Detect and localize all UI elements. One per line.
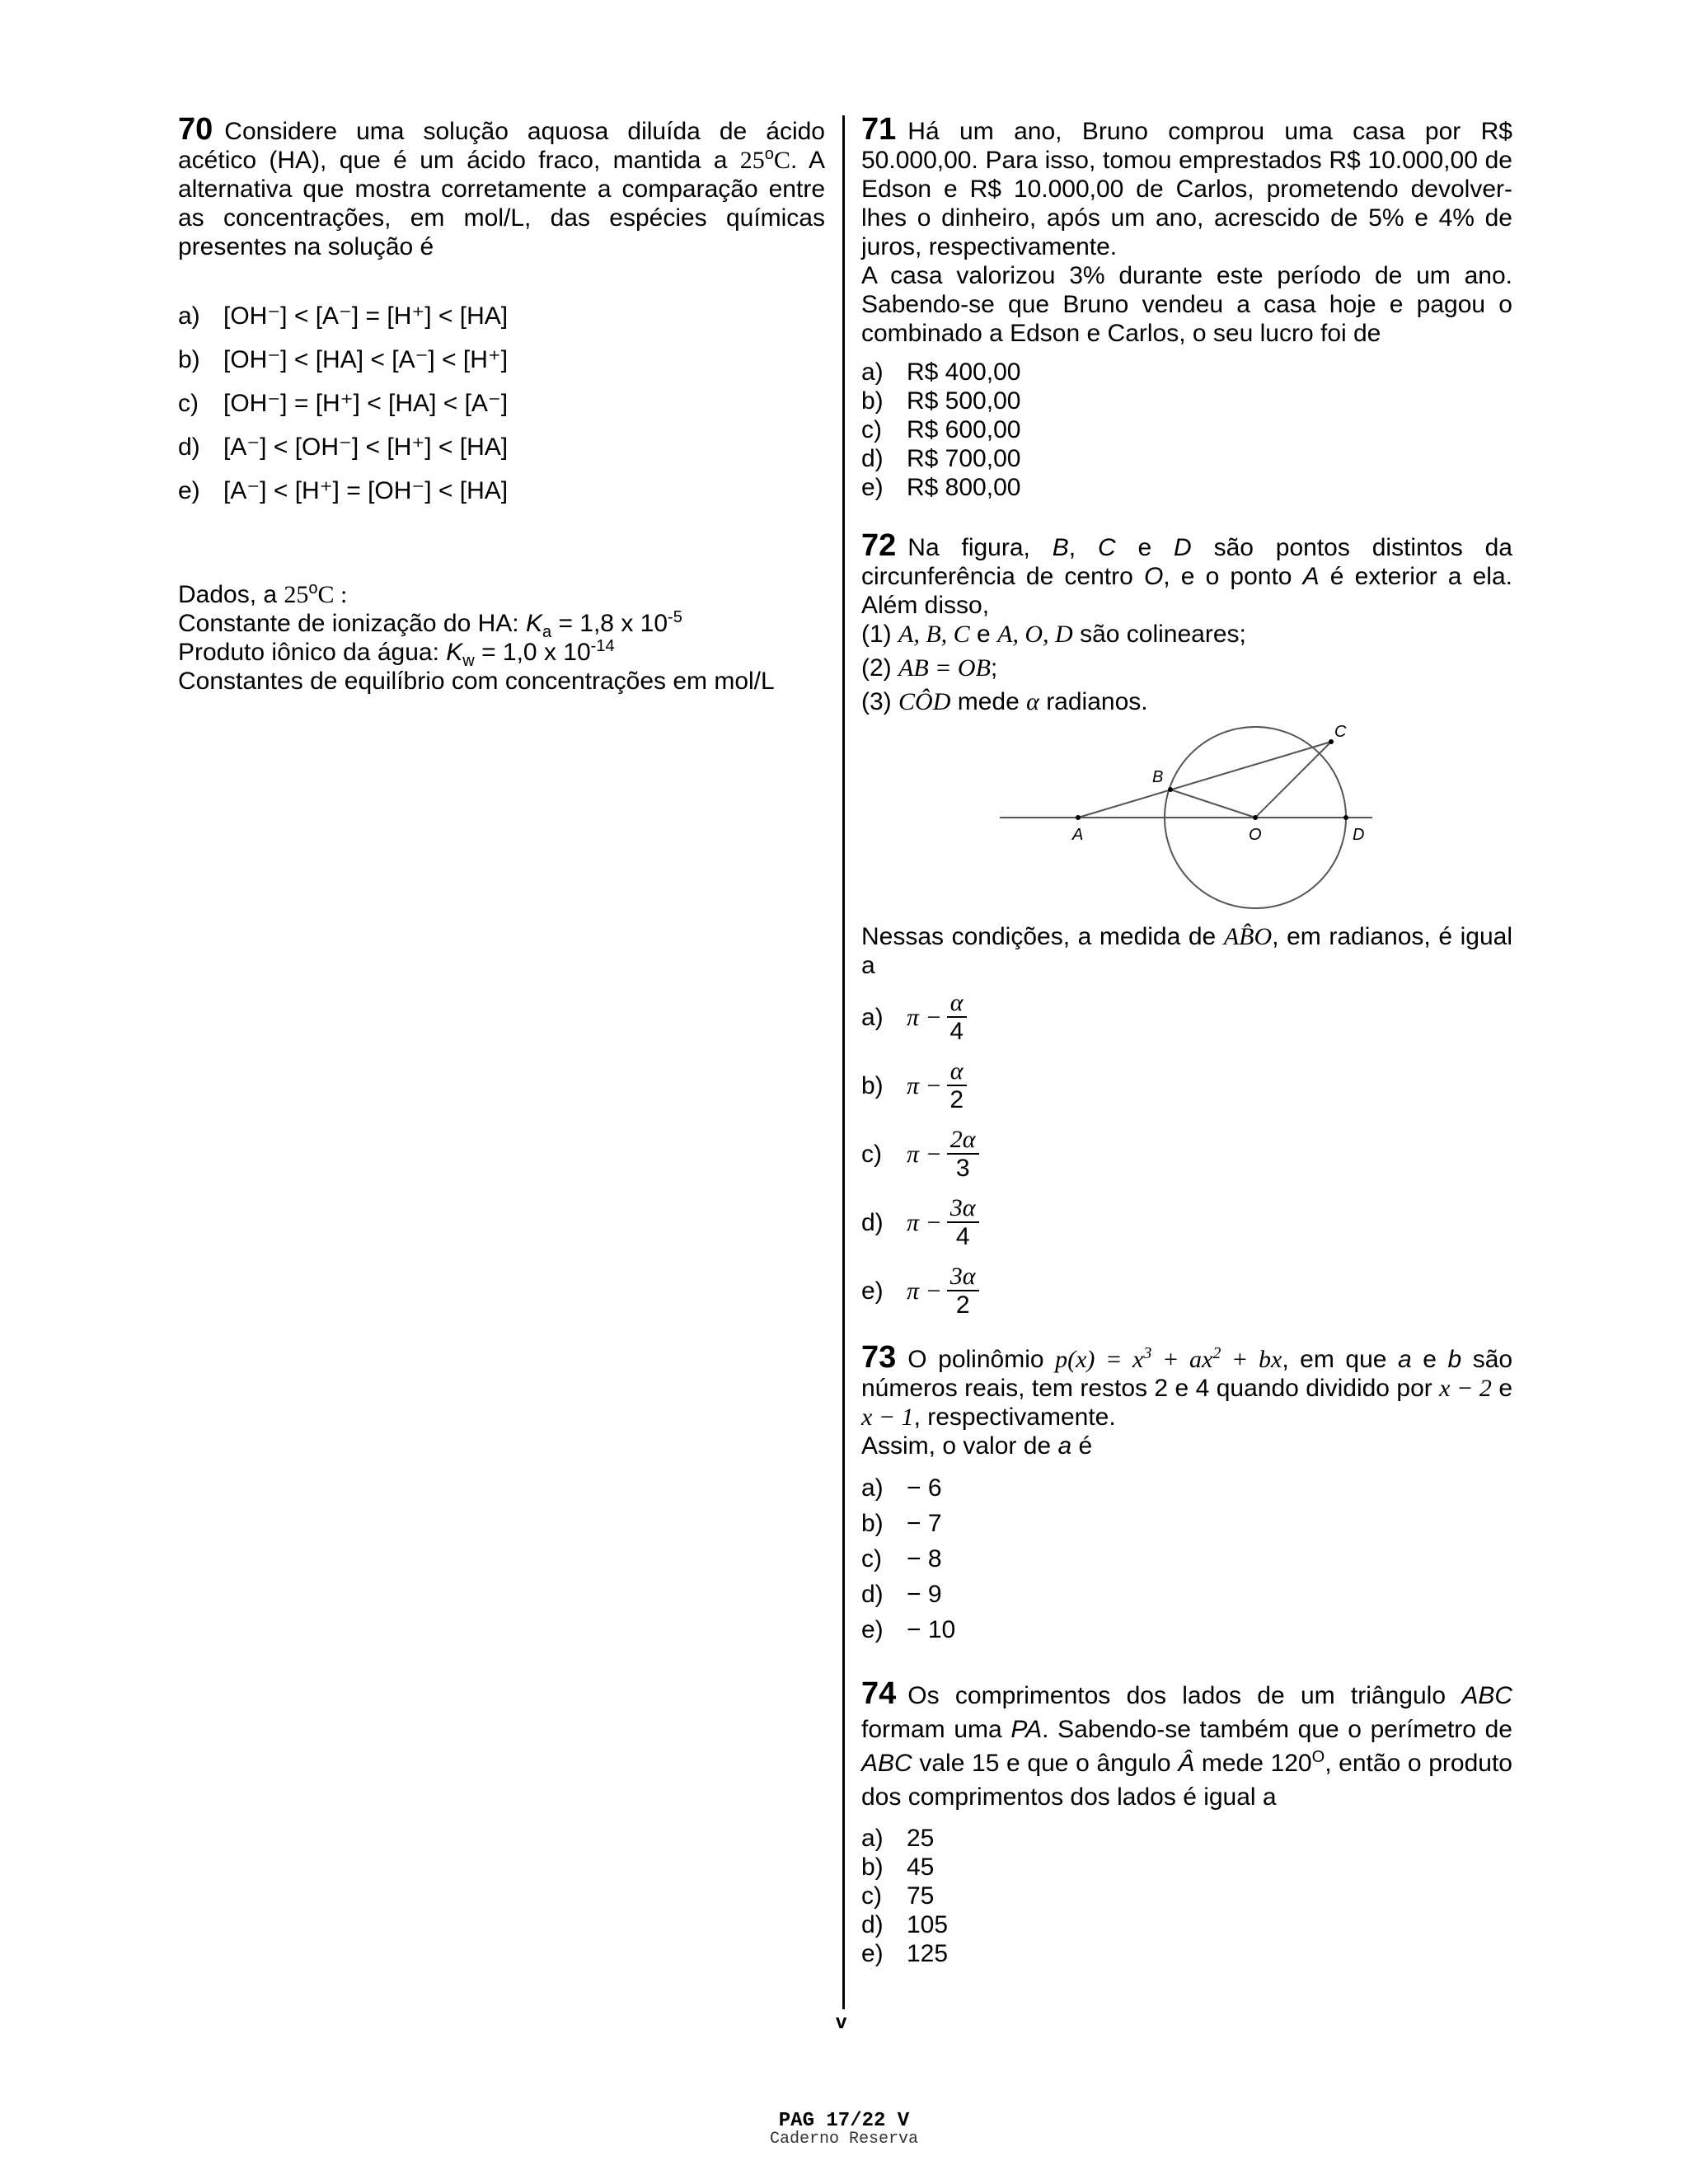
question-number: 72 [861, 528, 897, 563]
page-number: PAG 17/22 V [778, 2110, 910, 2132]
page-version-mark: v [836, 2011, 847, 2033]
question-72-stem: 72 Na figura, B, C e D são pontos distintos da circunferência de centro O, e o ponto A é exterior a ela. Além disso, [861, 528, 1512, 619]
point-o [1253, 815, 1258, 820]
question-73-stem: 73 O polinômio $p(x) = x^3 + ax^2$ + bx, em que a e b são números reais, tem restos 2 e 4 quando dividido por x − 2 e x − 1, respectivamente. [861, 1340, 1513, 1431]
label-d: D [1353, 826, 1365, 844]
question-73-ask: Assim, o valor de a é [861, 1432, 1093, 1460]
booklet-name: Caderno Reserva [769, 2130, 919, 2149]
kw-line: Produto iônico da água: $K_w = 1,0$ x $10^{-14}$ [178, 637, 615, 670]
question-72-options [861, 983, 1512, 1325]
question-number: 70 [178, 112, 213, 147]
option-71-d[interactable]: d) R$ 700,00 [861, 445, 1021, 472]
option-72-d[interactable]: d) π − $\frac{3\alpha}{4}$ [861, 1188, 1512, 1257]
option-74-c[interactable]: c) 75 [861, 1882, 935, 1910]
point-d [1343, 815, 1348, 820]
option-72-e[interactable]: e) π − $\frac{3\alpha}{2}$ [861, 1257, 1512, 1325]
option-73-d[interactable]: d) − 9 [861, 1581, 942, 1608]
option-73-c[interactable]: c) − 8 [861, 1545, 942, 1572]
condition-2: (2) AB = OB; [861, 654, 998, 682]
segment-bo [1170, 790, 1255, 818]
question-71-stem: 71 Há um ano, Bruno comprou uma casa por R$ 50.000,00. Para isso, tomou emprestados R$ 10.000,00 de Edson e R$ 10.000,00 de Carlos, prometendo devolver-lhes o dinheiro, após um ano, acrescido de 5% e 4% de juros, respectivamente. [861, 112, 1512, 260]
data-note: Constantes de equilíbrio com concentrações em mol/L [178, 668, 775, 695]
option-74-b[interactable]: b) 45 [861, 1854, 935, 1881]
option-71-a[interactable]: a) R$ 400,00 [861, 359, 1021, 386]
fraction: $\frac{\alpha}{2}$ [947, 1058, 967, 1114]
option-74-d[interactable]: d) 105 [861, 1911, 949, 1938]
question-74-stem: 74 Os comprimentos dos lados de um triângulo ABC formam uma PA. Sabendo-se também que o perímetro de ABC vale 15 e que o ângulo Â mede $120^O$, então o produto dos comprimentos dos lados é igual a [861, 1676, 1513, 1811]
option-71-e[interactable]: e) R$ 800,00 [861, 474, 1021, 501]
ka-line: Constante de ionização do HA: $K_a = 1,8$ x $10^{-5}$ [178, 608, 682, 641]
option-74-e[interactable]: e) 125 [861, 1940, 949, 1967]
question-70-data [178, 580, 825, 696]
option-73-e[interactable]: e) − 10 [861, 1616, 956, 1643]
option-70-a[interactable]: a) [OH⁻] < [A⁻] = [H⁺] < [HA] [178, 302, 509, 330]
fraction: $\frac{3\alpha}{4}$ [947, 1195, 979, 1251]
data-intro: Dados, a 25$^o$C : [178, 579, 348, 608]
question-70-options [178, 294, 825, 513]
option-72-c[interactable]: c) π − $\frac{2\alpha}{3}$ [861, 1120, 1512, 1188]
question-73-options [861, 1470, 1512, 1647]
point-a [1076, 815, 1081, 820]
question-71-stem-2: A casa valorizou 3% durante este período de um ano. Sabendo-se que Bruno vendeu a casa hoje e pagou o combinado a Edson e Carlos, o seu lucro foi de [861, 262, 1512, 347]
label-o: O [1249, 826, 1262, 844]
option-72-a[interactable]: a) π − $\frac{\alpha}{4}$ [861, 983, 1512, 1052]
option-72-b[interactable]: b) π − $\frac{\alpha}{2}$ [861, 1052, 1512, 1120]
condition-1: (1) A, B, C e A, O, D são colineares; [861, 621, 1246, 648]
question-71-options [861, 358, 1512, 502]
question-number: 74 [861, 1676, 897, 1711]
option-73-b[interactable]: b) − 7 [861, 1510, 942, 1537]
option-70-e[interactable]: e) [A⁻] < [H⁺] = [OH⁻] < [HA] [178, 477, 509, 504]
fraction: $\frac{\alpha}{4}$ [947, 990, 967, 1046]
option-70-b[interactable]: b) [OH⁻] < [HA] < [A⁻] < [H⁺] [178, 346, 509, 373]
option-71-c[interactable]: c) R$ 600,00 [861, 416, 1021, 443]
right-column [861, 112, 1513, 1968]
option-70-d[interactable]: d) [A⁻] < [OH⁻] < [H⁺] < [HA] [178, 434, 509, 461]
circle-figure [861, 716, 1512, 914]
point-b [1168, 787, 1173, 792]
label-b: B [1152, 768, 1164, 786]
fraction: $\frac{2\alpha}{3}$ [947, 1127, 979, 1183]
fraction: $\frac{3\alpha}{2}$ [947, 1263, 979, 1319]
question-70-stem: 70 Considere uma solução aquosa diluída de ácido acético (HA), que é um ácido fraco, mantida a 25$^o$C. A alternativa que mostra corretamente a comparação entre as concentrações, em mol/L, das espécies químicas presentes na solução é [178, 112, 825, 260]
polynomial: $p(x) = x^3 + ax^2$ + bx [1055, 1344, 1282, 1373]
question-74-options [861, 1824, 1512, 1968]
label-a: A [1072, 826, 1084, 844]
label-c: C [1334, 723, 1347, 741]
question-number: 71 [861, 112, 897, 147]
left-column [178, 112, 825, 696]
option-74-a[interactable]: a) 25 [861, 1825, 935, 1852]
column-divider [842, 115, 845, 2009]
question-number: 73 [861, 1340, 897, 1375]
option-70-c[interactable]: c) [OH⁻] = [H⁺] < [HA] < [A⁻] [178, 390, 509, 417]
option-71-b[interactable]: b) R$ 500,00 [861, 387, 1021, 415]
option-73-a[interactable]: a) − 6 [861, 1474, 942, 1502]
question-72-question: Nessas condições, a medida de AB̂O, em radianos, é igual a [861, 923, 1512, 979]
condition-3: (3) CÔD mede α radianos. [861, 688, 1148, 715]
point-c [1329, 739, 1334, 744]
